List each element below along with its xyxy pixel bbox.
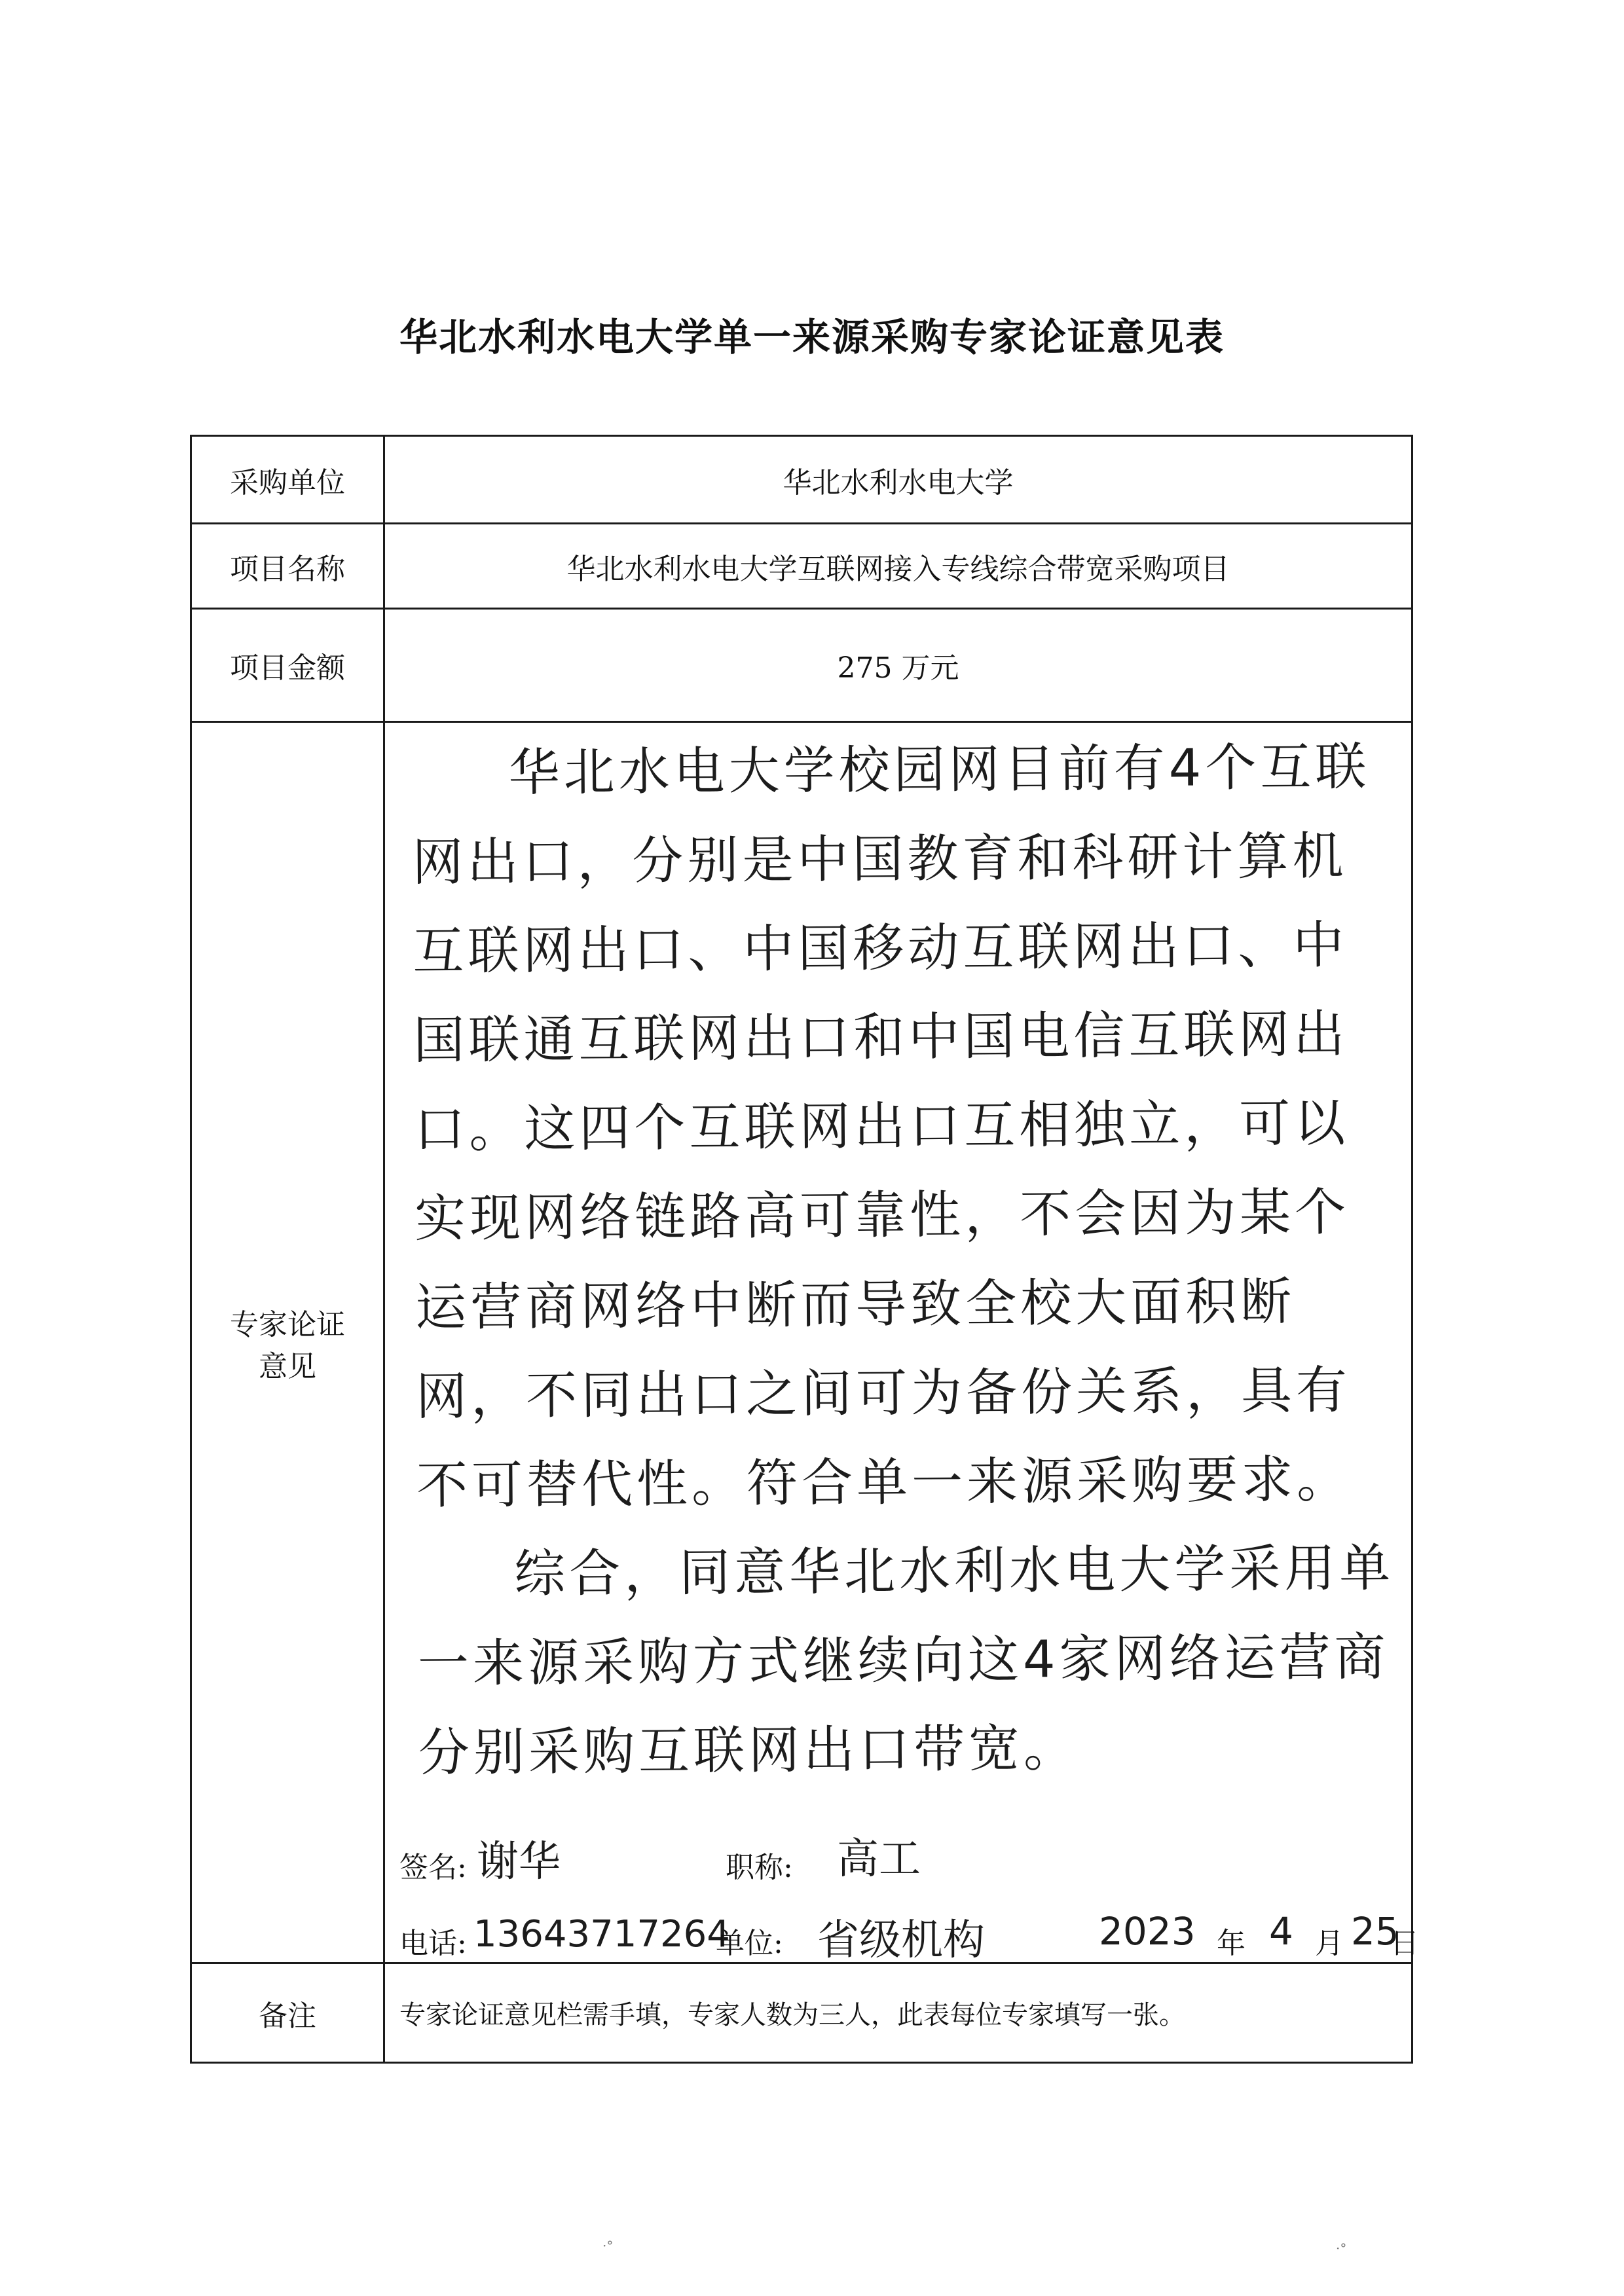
purchasing-unit-value: 华北水利水电大学 (384, 436, 1412, 524)
signature-label: 签名: (399, 1851, 467, 1884)
phone-handwritten: 13643717264 (473, 1913, 730, 1956)
row-purchasing-unit (191, 436, 1412, 524)
project-name-label: 项目名称 (191, 524, 384, 609)
expert-opinion-cell (384, 722, 1419, 1965)
month-label: 月 (1315, 1927, 1344, 1960)
opinion-paragraph-1: 华北水电大学校园网目前有4个互联网出口，分别是中国教育和科研计算机互联网出口、中国移动互联网出口、中国联通互联网出口和中国电信互联网出口。这四个互联网出口互相独立，可以实现网络链路高可靠性，不会因为某个运营商网络中断而导致全校大面积断网，不同出口之间可为备份关系，具有不可替代性。符合单一来源采购要求。 (412, 737, 1371, 1516)
opinion-form-table (190, 435, 1419, 2064)
date-year-handwritten: 2023 (1099, 1909, 1196, 1954)
form-title: 华北水利水电大学单一来源采购专家论证意见表 (399, 315, 1225, 359)
scan-speck: ·° (602, 2238, 614, 2253)
day-label: 日 (1390, 1927, 1419, 1960)
row-remark (191, 1963, 1412, 2063)
expert-opinion-label-line1: 专家论证 (230, 1307, 345, 1341)
org-label: 单位: (716, 1927, 783, 1960)
row-project-name (191, 524, 1412, 609)
signature-handwritten: 谢华 (477, 1838, 561, 1886)
scan-speck: ·° (1336, 2240, 1347, 2256)
date-day-handwritten: 25 (1351, 1909, 1399, 1954)
project-amount-value: 275 万元 (384, 609, 1412, 722)
job-title-handwritten: 高工 (837, 1835, 921, 1884)
project-name-value: 华北水利水电大学互联网接入专线综合带宽采购项目 (384, 524, 1412, 609)
row-expert-opinion (191, 722, 1412, 1963)
row-project-amount (191, 609, 1412, 722)
job-title-label: 职称: (726, 1851, 793, 1884)
phone-label: 电话: (399, 1927, 467, 1960)
expert-opinion-label-line2: 意见 (259, 1349, 316, 1383)
purchasing-unit-label: 采购单位 (191, 436, 384, 524)
handwritten-opinion (411, 723, 1401, 1798)
year-label: 年 (1217, 1927, 1246, 1960)
opinion-paragraph-2: 综合，同意华北水利水电大学采用单一来源采购方式继续向这4家网络运营商分别采购互联网出口带宽。 (417, 1539, 1395, 1783)
date-month-handwritten: 4 (1269, 1909, 1293, 1954)
remark-label: 备注 (191, 1963, 384, 2063)
project-amount-label: 项目金额 (191, 609, 384, 722)
remark-value: 专家论证意见栏需手填，专家人数为三人，此表每位专家填写一张。 (384, 1963, 1412, 2063)
expert-opinion-label (191, 722, 384, 1963)
org-handwritten: 省级机构 (817, 1916, 985, 1965)
